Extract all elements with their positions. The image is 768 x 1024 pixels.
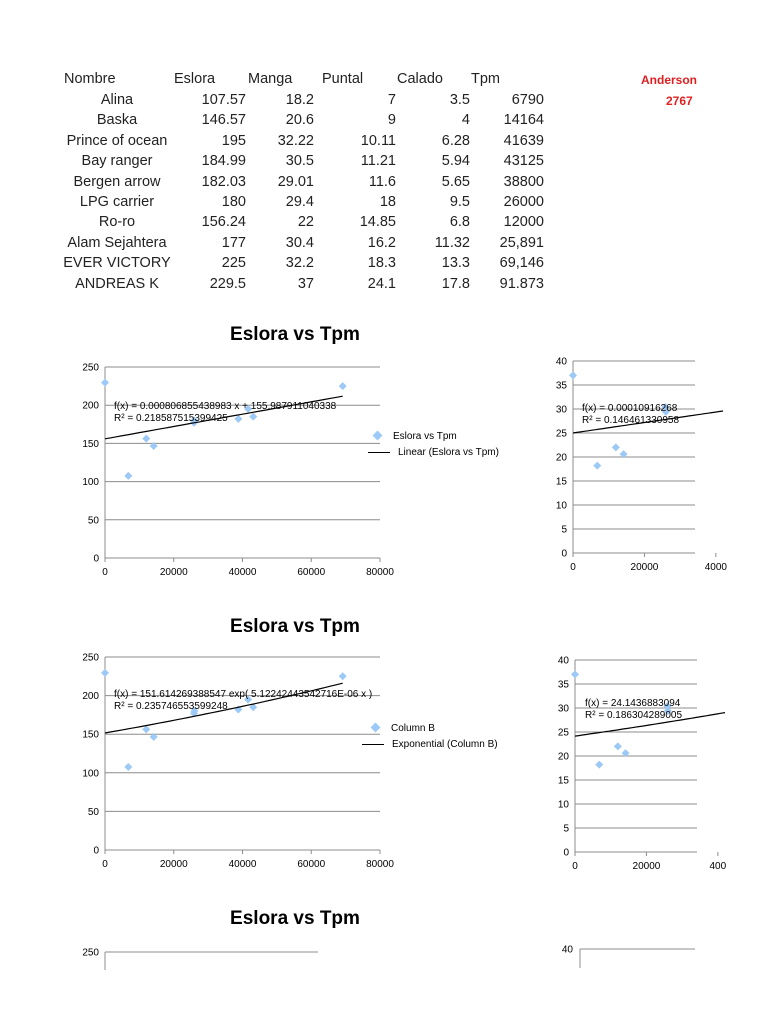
y-tick-label: 50 (87, 806, 99, 818)
table-value-cell: 18.2 (285, 92, 314, 108)
y-tick-label: 150 (82, 729, 99, 741)
y-tick-label: 250 (82, 947, 99, 959)
table-header-cell: Eslora (174, 71, 216, 87)
table-value-cell: 9.5 (449, 194, 470, 210)
chart-3-legend (362, 723, 498, 755)
table-value-cell: 10.11 (360, 132, 396, 149)
table-value-cell: 32.2 (285, 255, 314, 272)
table-value-cell: 107.57 (201, 92, 246, 108)
y-tick-label: 5 (563, 823, 569, 835)
table-value-cell: 6790 (511, 92, 544, 108)
table-value-cell: 180 (221, 194, 246, 210)
x-tick-label: 40000 (228, 567, 257, 578)
x-tick-label: 20000 (630, 562, 659, 573)
ship-name-cell: Ro-ro (98, 214, 136, 231)
legend-trend: Linear (Eslora vs Tpm) (398, 447, 499, 458)
table-value-cell: 26000 (503, 194, 544, 210)
chart-4 (545, 650, 727, 876)
table-header-cell: Puntal (322, 71, 364, 87)
data-point (101, 669, 109, 677)
table-value-cell: 37 (297, 275, 314, 292)
table-value-cell: 177 (221, 234, 246, 251)
table-value-cell: 30.4 (285, 234, 314, 251)
chart-1 (60, 355, 394, 585)
table-value-cell: 156.24 (201, 214, 246, 231)
table-value-cell: 146.57 (201, 112, 246, 129)
y-tick-label: 40 (555, 356, 567, 368)
table-value-cell: 229.5 (209, 275, 246, 292)
y-tick-label: 200 (82, 400, 99, 412)
ship-name-cell: Alina (100, 92, 134, 108)
table-value-cell: 18 (379, 194, 396, 210)
table-header-cell: Manga (248, 71, 293, 87)
x-tick-label: 0 (102, 859, 108, 870)
data-point (124, 763, 132, 771)
table-header-cell: Calado (397, 71, 443, 87)
x-tick-label: 40000 (228, 859, 257, 870)
y-tick-label: 40 (557, 655, 569, 667)
trend-r-squared: R² = 0.146461330958 (582, 415, 680, 426)
trend-equation: f(x) = 24.1436883094 (585, 698, 681, 709)
legend-line-icon (368, 452, 390, 453)
table-value-cell: 14164 (503, 112, 544, 129)
chart-3-title: Eslora vs Tpm (230, 616, 360, 637)
table-value-cell: 91.873 (499, 275, 544, 292)
y-tick-label: 35 (555, 380, 567, 392)
trend-equation: f(x) = 151.614269388547 exp( 5.12242443542716E-06 x ) (114, 689, 373, 700)
y-tick-label: 250 (82, 652, 99, 664)
y-tick-label: 30 (557, 703, 569, 715)
y-tick-label: 15 (557, 775, 569, 787)
y-tick-label: 100 (82, 477, 99, 489)
x-tick-label: 20000 (159, 859, 188, 870)
table-value-cell: 4 (461, 112, 470, 129)
chart-1-title: Eslora vs Tpm (230, 324, 360, 345)
chart-1-legend (368, 431, 499, 463)
legend-series: Eslora vs Tpm (393, 431, 457, 442)
chart-5-partial (60, 940, 360, 970)
table-value-cell: 30.5 (285, 153, 314, 170)
data-point (571, 670, 579, 678)
legend-trend: Exponential (Column B) (392, 739, 498, 750)
data-point (339, 672, 347, 680)
table-value-cell: 29.01 (277, 173, 314, 190)
x-tick-label: 60000 (297, 567, 326, 578)
side-note-name: Anderson (641, 73, 698, 87)
x-tick-label: 60000 (297, 859, 326, 870)
table-value-cell: 6.28 (441, 132, 470, 149)
table-value-cell: 195 (221, 132, 246, 149)
table-value-cell: 11.32 (434, 234, 470, 251)
table-value-cell: 184.99 (201, 153, 246, 170)
trend-r-squared: R² = 0.186304289005 (585, 710, 683, 721)
table-value-cell: 16.2 (367, 234, 396, 251)
table-value-cell: 43125 (503, 153, 544, 170)
x-tick-label: 0 (570, 562, 576, 573)
y-tick-label: 250 (82, 362, 99, 374)
y-tick-label: 0 (561, 548, 567, 560)
y-tick-label: 25 (555, 428, 567, 440)
data-point (249, 413, 257, 421)
table-value-cell: 11.6 (368, 173, 396, 190)
x-tick-label: 80000 (366, 567, 394, 578)
x-tick-label: 20000 (632, 861, 661, 872)
table-header-cell: Nombre (64, 71, 116, 87)
legend-line-icon (362, 744, 384, 745)
x-tick-label: 20000 (159, 567, 188, 578)
table-value-cell: 24.1 (367, 275, 396, 292)
data-point (569, 371, 577, 379)
ship-data-table (0, 0, 768, 300)
table-value-cell: 69,146 (499, 255, 544, 272)
data-point (595, 761, 603, 769)
legend-marker-icon (371, 723, 381, 733)
data-point (124, 472, 132, 480)
legend-marker-icon (373, 431, 383, 441)
chart-5-title: Eslora vs Tpm (230, 908, 360, 929)
y-tick-label: 10 (555, 500, 567, 512)
y-tick-label: 15 (555, 476, 567, 488)
y-tick-label: 20 (557, 751, 569, 763)
trend-r-squared: R² = 0.235746553599248 (114, 701, 228, 712)
ship-name-cell: Alam Sejahtera (67, 234, 167, 251)
chart-3 (60, 648, 394, 878)
table-value-cell: 5.94 (441, 153, 470, 170)
y-tick-label: 10 (557, 799, 569, 811)
ship-name-cell: LPG carrier (79, 194, 155, 210)
y-tick-label: 5 (561, 524, 567, 536)
side-note-value: 2767 (666, 94, 693, 108)
ship-name-cell: Bergen arrow (73, 173, 161, 190)
x-tick-label: 400 (709, 861, 727, 872)
data-point (101, 379, 109, 387)
table-value-cell: 18.3 (367, 255, 396, 272)
table-value-cell: 38800 (503, 173, 544, 190)
chart-6-partial (545, 938, 695, 968)
table-value-cell: 5.65 (441, 173, 470, 190)
y-tick-label: 0 (93, 553, 99, 565)
table-value-cell: 182.03 (201, 173, 246, 190)
table-value-cell: 7 (387, 92, 396, 108)
y-tick-label: 200 (82, 691, 99, 703)
ship-name-cell: Prince of ocean (66, 132, 168, 149)
data-point (142, 435, 150, 443)
y-tick-label: 25 (557, 727, 569, 739)
table-value-cell: 32.22 (277, 132, 314, 149)
y-tick-label: 100 (82, 768, 99, 780)
x-tick-label: 0 (102, 567, 108, 578)
y-tick-label: 20 (555, 452, 567, 464)
y-tick-label: 0 (93, 845, 99, 857)
table-value-cell: 25,891 (499, 234, 544, 251)
ship-name-cell: Baska (96, 112, 138, 129)
table-value-cell: 12000 (503, 214, 544, 231)
trend-equation: f(x) = 0.000806855438983 x + 155.987911040338 (114, 401, 337, 412)
table-header-cell: Tpm (471, 71, 500, 87)
table-value-cell: 14.85 (359, 214, 396, 231)
data-point (339, 382, 347, 390)
data-point (614, 742, 622, 750)
table-value-cell: 13.3 (441, 255, 470, 272)
ship-name-cell: EVER VICTORY (63, 255, 171, 272)
table-value-cell: 6.8 (449, 214, 470, 231)
table-value-cell: 29.4 (285, 194, 314, 210)
table-value-cell: 22 (297, 214, 314, 231)
y-tick-label: 40 (561, 944, 573, 956)
table-value-cell: 225 (221, 255, 246, 272)
trend-r-squared: R² = 0.218587515399425 (114, 413, 228, 424)
y-tick-label: 35 (557, 679, 569, 691)
data-point (593, 462, 601, 470)
x-tick-label: 0 (572, 861, 578, 872)
ship-name-cell: ANDREAS K (75, 275, 159, 292)
table-value-cell: 9 (387, 112, 396, 129)
x-tick-label: 80000 (366, 859, 394, 870)
table-value-cell: 20.6 (285, 112, 314, 129)
data-point (234, 415, 242, 423)
y-tick-label: 50 (87, 515, 99, 527)
x-tick-label: 4000 (704, 562, 727, 573)
table-value-cell: 11.21 (360, 153, 396, 170)
table-value-cell: 3.5 (449, 92, 470, 108)
data-point (612, 443, 620, 451)
ship-name-cell: Bay ranger (81, 153, 153, 170)
table-value-cell: 41639 (503, 132, 544, 149)
trend-equation: f(x) = 0.00010916268 (582, 403, 678, 414)
y-tick-label: 150 (82, 438, 99, 450)
y-tick-label: 30 (555, 404, 567, 416)
legend-series: Column B (391, 723, 435, 734)
y-tick-label: 0 (563, 847, 569, 859)
table-value-cell: 17.8 (441, 275, 470, 292)
chart-2 (545, 352, 727, 578)
